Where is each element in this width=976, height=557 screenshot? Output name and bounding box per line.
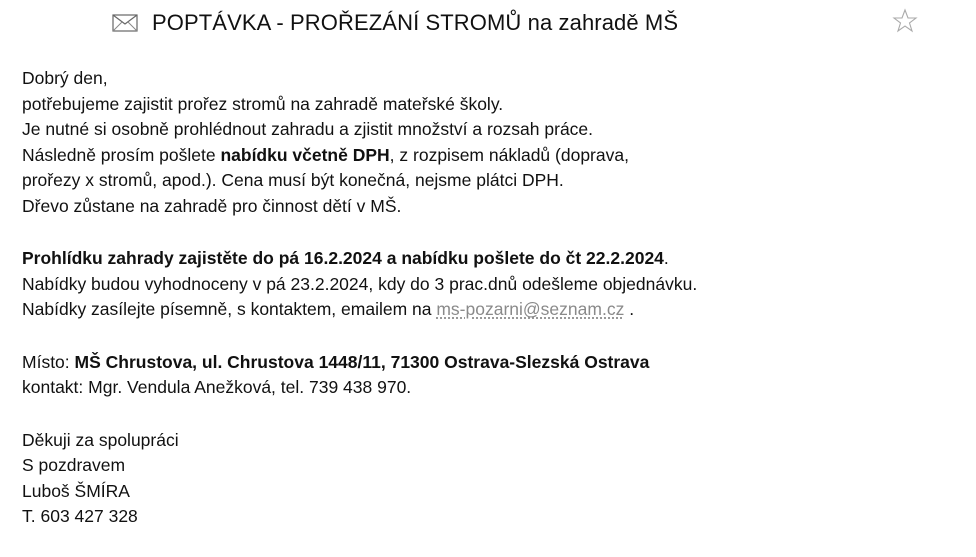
body-line: Dřevo zůstane na zahradě pro činnost dětí v MŠ. [22, 195, 402, 216]
email-body [22, 66, 956, 530]
paragraph-gap [22, 323, 956, 350]
email-subject: POPTÁVKA - PROŘEZÁNÍ STROMŮ na zahradě MŠ [152, 10, 679, 35]
signature-thanks: Děkuji za spolupráci [22, 429, 179, 450]
star-icon[interactable] [892, 8, 918, 34]
location-value: MŠ Chrustova, ul. Chrustova 1448/11, 71300 Ostrava-Slezská Ostrava [74, 351, 650, 372]
body-line [22, 246, 956, 272]
body-line: Nabídky budou vyhodnoceny v pá 23.2.2024, kdy do 3 prac.dnů odešleme objednávku. [22, 273, 698, 294]
location-label: Místo: [22, 351, 75, 372]
body-text: Nabídky zasílejte písemně, s kontaktem, emailem na [22, 299, 437, 319]
contact-line: kontakt: Mgr. Vendula Anežková, tel. 739 438 970. [22, 377, 412, 397]
body-text: . [624, 299, 635, 319]
body-text: , z rozpisem nákladů (doprava, [389, 144, 629, 165]
signature-phone: T. 603 427 328 [22, 506, 138, 526]
body-line: prořezy x stromů, apod.). Cena musí být konečná, nejsme plátci DPH. [22, 170, 564, 190]
envelope-icon [112, 14, 138, 32]
email-header [112, 8, 678, 38]
body-line [22, 297, 956, 323]
location-line [22, 350, 956, 376]
body-text: Následně prosím pošlete [22, 144, 221, 165]
paragraph-gap [22, 219, 956, 246]
paragraph-gap [22, 401, 956, 428]
body-line: potřebujeme zajistit prořez stromů na zahradě mateřské školy. [22, 93, 504, 114]
body-text: . [663, 248, 669, 268]
signature-regards: S pozdravem [22, 455, 126, 475]
body-line: Je nutné si osobně prohlédnout zahradu a zjistit množství a rozsah práce. [22, 119, 594, 139]
deadline-text: Prohlídku zahrady zajistěte do pá 16.2.2024 a nabídku pošlete do čt 22.2.2024 [22, 248, 664, 268]
body-bold-text: nabídku včetně DPH [220, 144, 390, 165]
email-address-link[interactable]: ms-pozarni@seznam.cz [436, 299, 625, 319]
greeting: Dobrý den, [22, 68, 108, 88]
signature-name: Luboš ŠMÍRA [22, 480, 130, 501]
body-line [22, 143, 956, 169]
